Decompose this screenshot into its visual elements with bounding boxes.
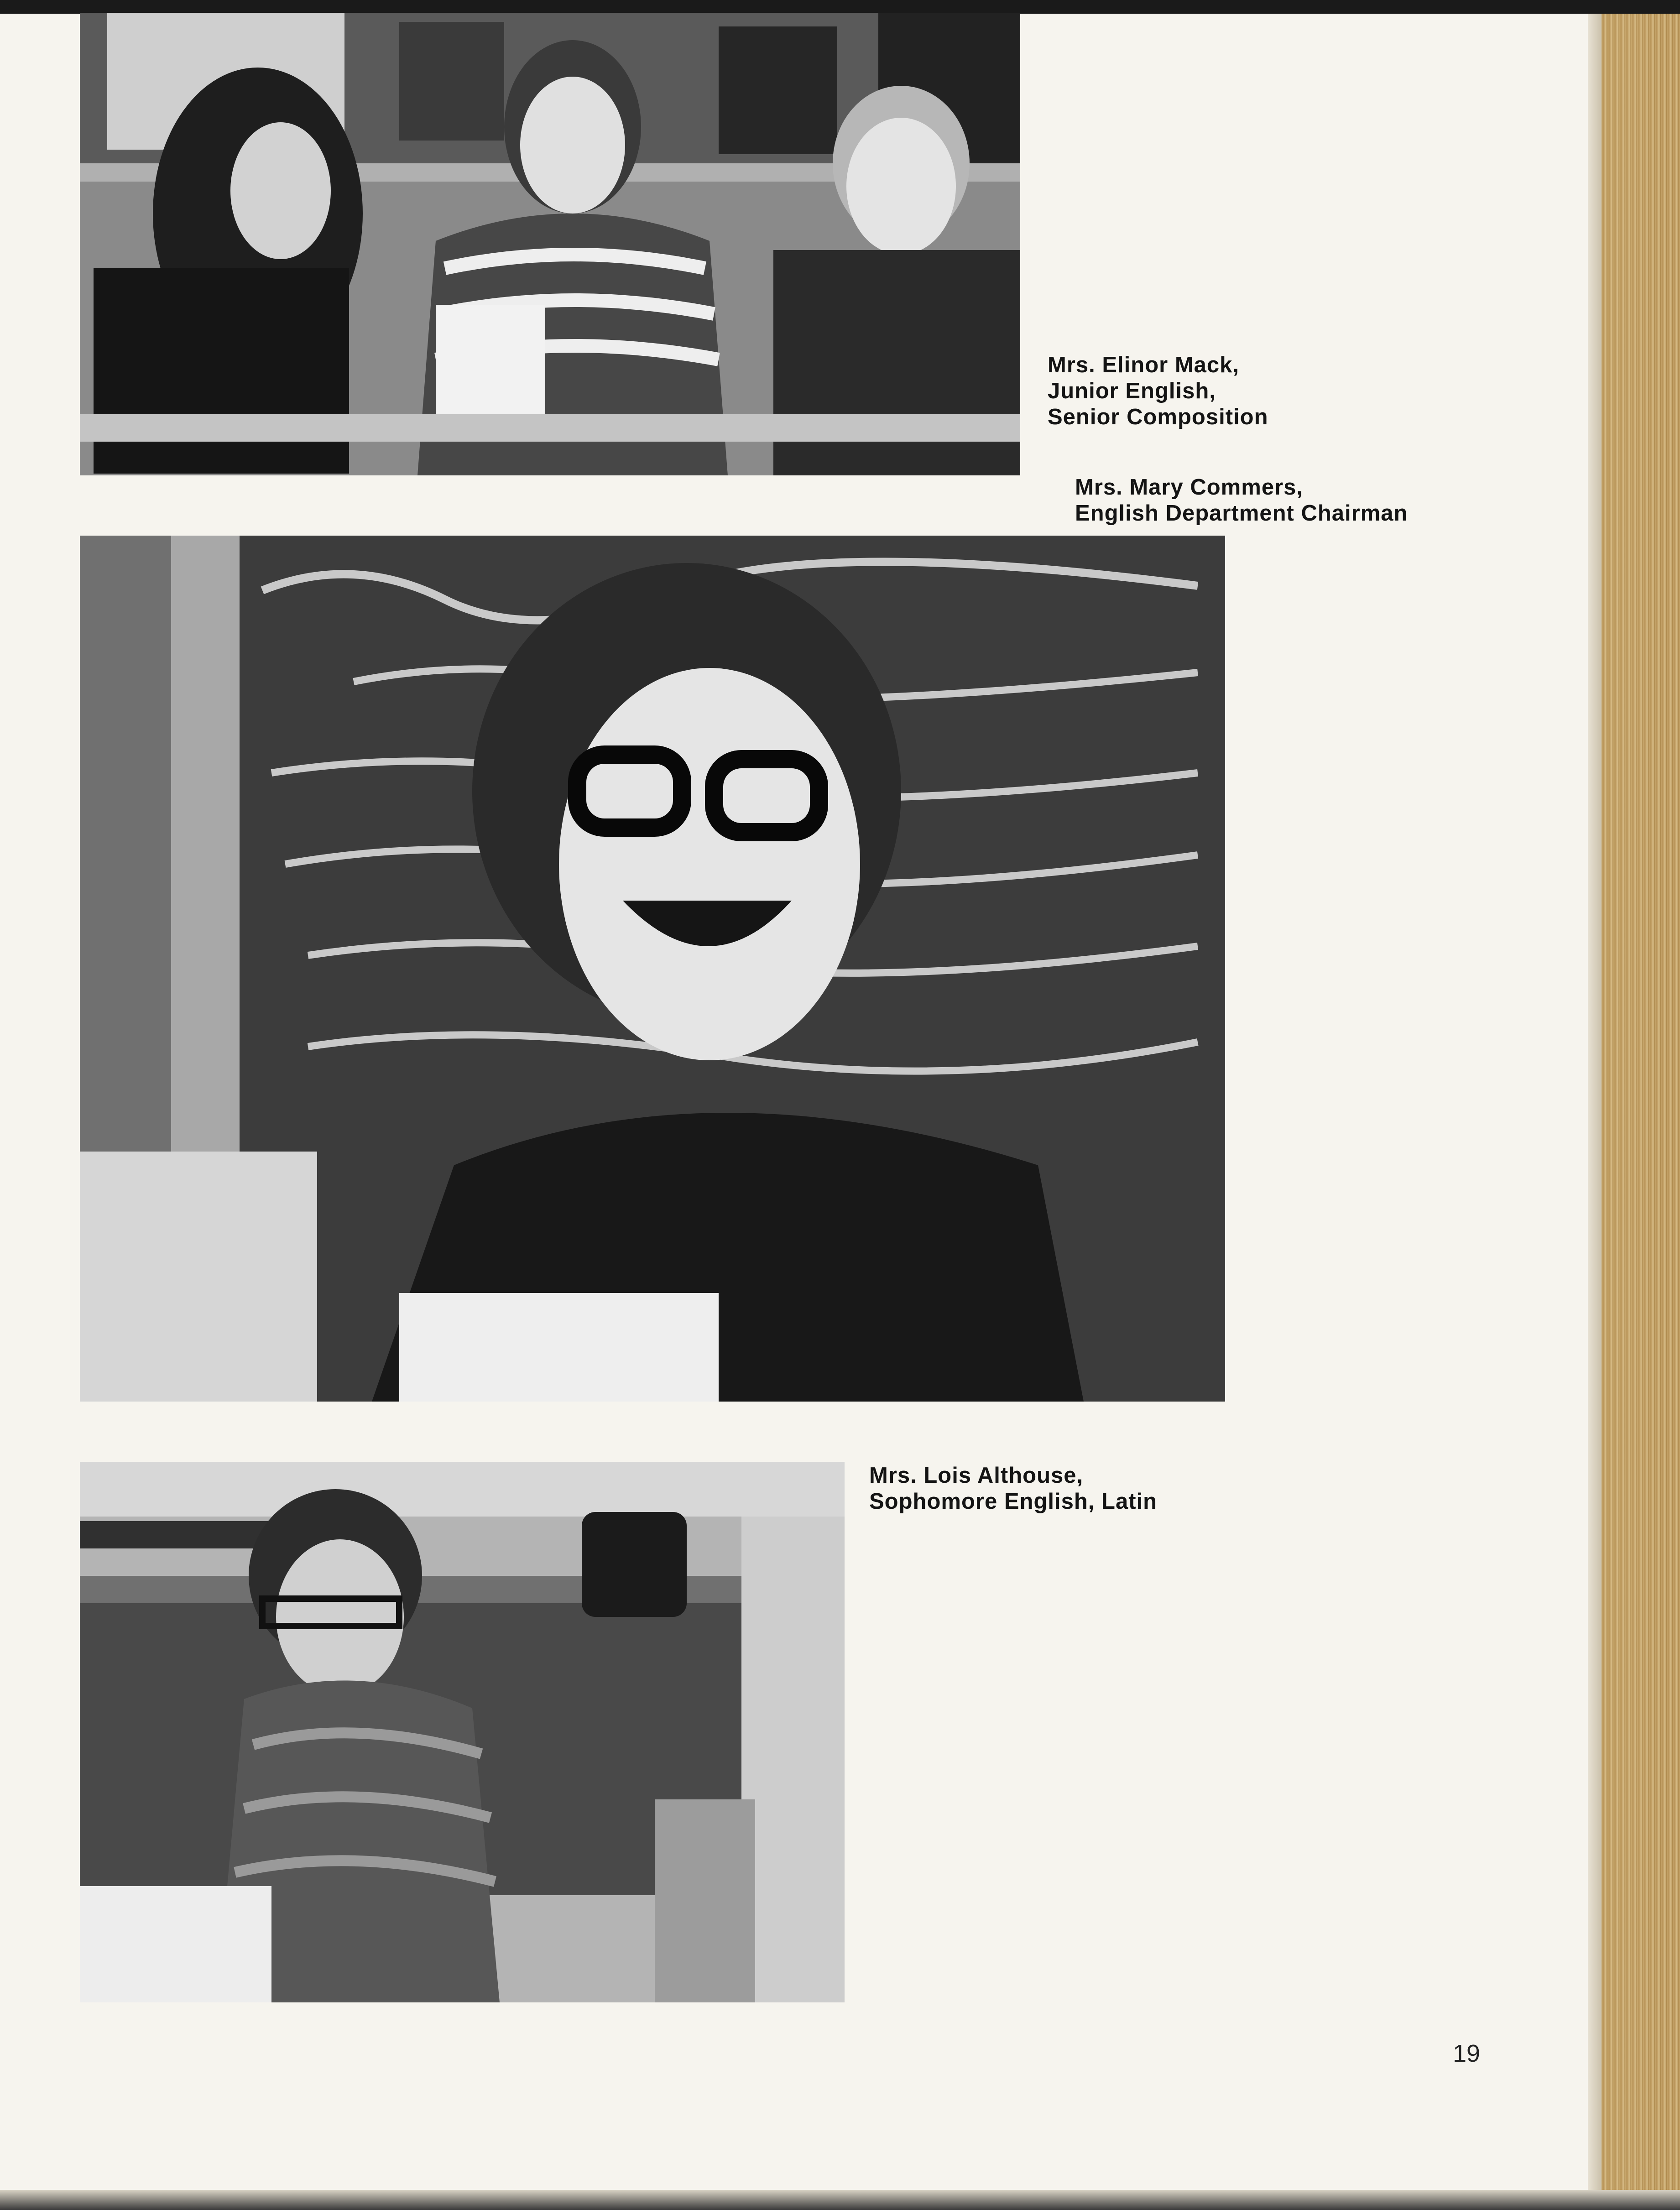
caption-lois-althouse xyxy=(869,1463,1157,1515)
book-page-edges xyxy=(1602,14,1680,2210)
caption-mary-commers xyxy=(1075,474,1408,526)
caption-mack-subject: Junior English, xyxy=(1048,379,1216,403)
photo-teacher-at-desk xyxy=(80,1462,845,2002)
photo-teacher-with-students xyxy=(80,13,1020,475)
photo-teacher-at-chalkboard xyxy=(80,536,1225,1402)
caption-commers-name: Mrs. Mary Commers, xyxy=(1075,475,1304,500)
page-number: 19 xyxy=(1453,2040,1481,2067)
caption-mack-name: Mrs. Elinor Mack, xyxy=(1048,353,1240,377)
caption-althouse-name: Mrs. Lois Althouse, xyxy=(869,1463,1084,1488)
caption-mack-subject-2: Senior Composition xyxy=(1048,405,1268,429)
page-gutter-shadow xyxy=(1588,14,1603,2210)
caption-althouse-subject: Sophomore English, Latin xyxy=(869,1489,1158,1514)
caption-elinor-mack xyxy=(1048,352,1268,430)
scan-bottom-edge xyxy=(0,2190,1680,2210)
caption-commers-title: English Department Chairman xyxy=(1075,501,1408,526)
scan-top-edge xyxy=(0,0,1680,14)
